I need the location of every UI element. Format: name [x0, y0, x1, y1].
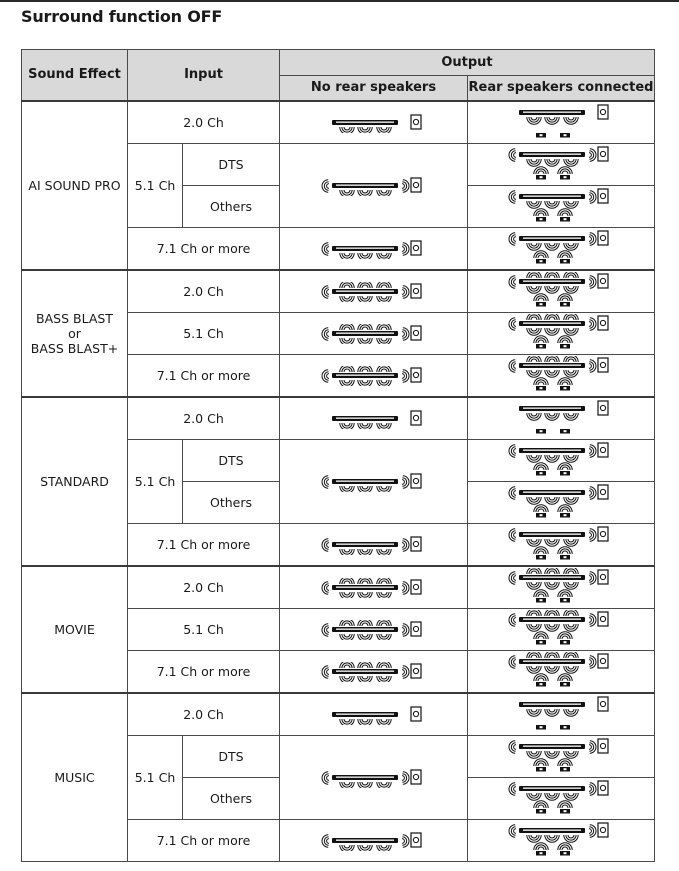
rear-output-cell: [468, 397, 655, 440]
input-cell: 2.0 Ch: [128, 270, 280, 313]
sound-effect-label: BASS BLAST: [36, 311, 113, 326]
input-subtype-cell: Others: [183, 186, 280, 228]
header-output: Output: [280, 50, 655, 76]
soundbar-front-waves-rear-waves-icon: [468, 229, 654, 269]
soundbar-front-only-icon: [280, 113, 467, 133]
rear-output-cell: [468, 482, 655, 524]
input-cell: 7.1 Ch or more: [128, 355, 280, 398]
soundbar-front-waves-rear-waves-icon: [468, 737, 654, 777]
sound-effect-table: [21, 49, 655, 862]
table-body: [22, 101, 655, 862]
soundbar-front-waves-icon: [280, 831, 467, 851]
no-rear-output-cell: [280, 355, 468, 398]
soundbar-front-full-waves-icon: [280, 578, 467, 598]
sound-effect-cell: [22, 270, 128, 397]
rear-output-cell: [468, 693, 655, 736]
soundbar-front-full-waves-rear-waves-icon: [468, 610, 654, 650]
soundbar-front-rear-waves-icon: [468, 779, 654, 819]
no-rear-output-cell: [280, 609, 468, 651]
soundbar-front-waves-icon: [280, 176, 467, 196]
rear-output-cell: [468, 778, 655, 820]
soundbar-front-rear-waves-icon: [468, 187, 654, 227]
rear-output-cell: [468, 440, 655, 482]
section-title: Surround function OFF: [21, 7, 223, 26]
input-cell: 2.0 Ch: [128, 693, 280, 736]
sound-effect-cell: [22, 566, 128, 693]
soundbar-front-full-waves-rear-waves-icon: [468, 314, 654, 354]
input-cell: 7.1 Ch or more: [128, 228, 280, 271]
header-rear-speakers-connected: Rear speakers connected: [468, 76, 655, 102]
soundbar-front-only-icon: [280, 409, 467, 429]
sound-effect-label: AI SOUND PRO: [28, 178, 121, 193]
input-subtype-cell: DTS: [183, 440, 280, 482]
rear-output-cell: [468, 186, 655, 228]
no-rear-output-cell: [280, 313, 468, 355]
input-subtype-cell: Others: [183, 778, 280, 820]
rear-output-cell: [468, 524, 655, 567]
input-subtype-cell: Others: [183, 482, 280, 524]
no-rear-output-cell: [280, 820, 468, 862]
header-sound-effect: Sound Effect: [22, 50, 128, 102]
no-rear-output-cell: [280, 270, 468, 313]
soundbar-front-full-waves-icon: [280, 282, 467, 302]
soundbar-front-full-waves-rear-waves-icon: [468, 652, 654, 692]
sound-effect-label: BASS BLAST+: [30, 341, 119, 356]
soundbar-front-waves-icon: [280, 239, 467, 259]
rear-output-cell: [468, 101, 655, 144]
input-cell: 5.1 Ch: [128, 440, 183, 524]
soundbar-front-full-waves-icon: [280, 620, 467, 640]
rear-output-cell: [468, 609, 655, 651]
soundbar-front-full-waves-icon: [280, 366, 467, 386]
no-rear-output-cell: [280, 144, 468, 228]
sound-effect-label: STANDARD: [40, 474, 109, 489]
no-rear-output-cell: [280, 524, 468, 567]
soundbar-front-waves-icon: [280, 535, 467, 555]
soundbar-front-full-waves-icon: [280, 662, 467, 682]
rear-output-cell: [468, 355, 655, 398]
top-rule: [0, 0, 679, 2]
rear-output-cell: [468, 228, 655, 271]
input-subtype-cell: DTS: [183, 144, 280, 186]
input-subtype-cell: DTS: [183, 736, 280, 778]
rear-output-cell: [468, 651, 655, 694]
soundbar-front-waves-rear-waves-icon: [468, 821, 654, 861]
no-rear-output-cell: [280, 440, 468, 524]
table-row: [22, 101, 655, 144]
no-rear-output-cell: [280, 101, 468, 144]
input-cell: 7.1 Ch or more: [128, 524, 280, 567]
soundbar-front-waves-rear-waves-icon: [468, 441, 654, 481]
rear-output-cell: [468, 144, 655, 186]
no-rear-output-cell: [280, 228, 468, 271]
no-rear-output-cell: [280, 397, 468, 440]
input-cell: 5.1 Ch: [128, 736, 183, 820]
soundbar-front-full-waves-rear-waves-icon: [468, 568, 654, 608]
table-row: [22, 566, 655, 609]
soundbar-front-rear-icon: [468, 103, 654, 143]
table-row: [22, 397, 655, 440]
soundbar-front-rear-waves-icon: [468, 483, 654, 523]
input-cell: 2.0 Ch: [128, 566, 280, 609]
no-rear-output-cell: [280, 693, 468, 736]
no-rear-output-cell: [280, 736, 468, 820]
rear-output-cell: [468, 313, 655, 355]
input-cell: 7.1 Ch or more: [128, 651, 280, 694]
soundbar-front-waves-icon: [280, 472, 467, 492]
input-cell: 5.1 Ch: [128, 609, 280, 651]
sound-effect-label: or: [68, 326, 81, 341]
sound-effect-label: MUSIC: [54, 770, 95, 785]
soundbar-front-waves-icon: [280, 768, 467, 788]
input-cell: 2.0 Ch: [128, 397, 280, 440]
input-cell: 2.0 Ch: [128, 101, 280, 144]
soundbar-front-only-icon: [280, 705, 467, 725]
table-row: [22, 270, 655, 313]
soundbar-front-rear-icon: [468, 399, 654, 439]
no-rear-output-cell: [280, 651, 468, 694]
soundbar-front-rear-icon: [468, 695, 654, 735]
sound-effect-cell: [22, 693, 128, 862]
sound-effect-cell: [22, 101, 128, 270]
no-rear-output-cell: [280, 566, 468, 609]
soundbar-front-waves-rear-waves-icon: [468, 525, 654, 565]
soundbar-front-full-waves-icon: [280, 324, 467, 344]
rear-output-cell: [468, 270, 655, 313]
header-input: Input: [128, 50, 280, 102]
sound-effect-cell: [22, 397, 128, 566]
soundbar-front-waves-rear-waves-icon: [468, 145, 654, 185]
input-cell: 5.1 Ch: [128, 144, 183, 228]
soundbar-front-full-waves-rear-waves-icon: [468, 272, 654, 312]
header-no-rear-speakers: No rear speakers: [280, 76, 468, 102]
rear-output-cell: [468, 736, 655, 778]
rear-output-cell: [468, 566, 655, 609]
rear-output-cell: [468, 820, 655, 862]
soundbar-front-full-waves-rear-waves-icon: [468, 356, 654, 396]
sound-effect-label: MOVIE: [54, 622, 95, 637]
input-cell: 5.1 Ch: [128, 313, 280, 355]
input-cell: 7.1 Ch or more: [128, 820, 280, 862]
table-row: [22, 693, 655, 736]
